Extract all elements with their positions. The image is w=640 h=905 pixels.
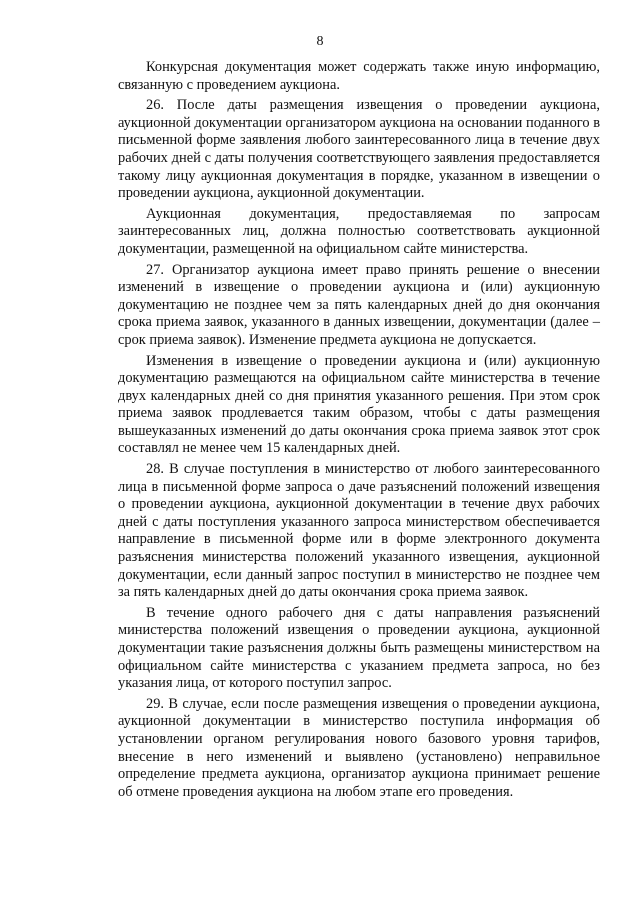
paragraph-clause-27: 27. Организатор аукциона имеет право принять решение о внесении изменений в извещение о проведении аукциона и (или) аукционную документацию не позднее чем за пять календарных дней до дня окончания срока приема заявок, указанного в данных извещении, документации (далее – срок приема заявок). Изменение предмета аукциона не допускается.: [118, 261, 600, 348]
paragraph-clause-26-detail: Аукционная документация, предоставляемая по запросам заинтересованных лиц, должна полностью соответствовать аукционной документации, размещенной на официальном сайте министерства.: [118, 205, 600, 257]
paragraph-clause-26: 26. После даты размещения извещения о проведении аукциона, аукционной документации организатором аукциона на основании поданного в письменной форме заявления любого заинтересованного лица в течение двух рабочих дней с даты получения соответствующего заявления предоставляется такому лицу аукционная документация в порядке, указанном в извещении о проведении аукциона, аукционной документации.: [118, 97, 600, 202]
paragraph-clause-27-detail: Изменения в извещение о проведении аукциона и (или) аукционную документацию размещаются на официальном сайте министерства в течение двух календарных дней со дня принятия указанного решения. При этом срок приема заявок продлевается таким образом, чтобы с даты размещения вышеуказанных изменений до даты окончания срока приема заявок этот срок составлял не менее чем 15 календарных дней.: [118, 352, 600, 457]
paragraph-clause-28: 28. В случае поступления в министерство от любого заинтересованного лица в письменной форме запроса о даче разъяснений положений извещения о проведении аукциона, аукционной документации в течение двух рабочих дней с даты поступления указанного запроса министерством обеспечивается направление в письменной форме или в форме электронного документа разъяснения министерства положений указанного извещения, аукционной документации, если данный запрос поступил в министерство не позднее чем за пять календарных дней до даты окончания срока приема заявок.: [118, 461, 600, 601]
paragraph-clause-29: 29. В случае, если после размещения извещения о проведении аукциона, аукционной документации в министерство поступила информация об установлении органом регулирования нового базового уровня тарифов, внесение в него изменений и выявлено (установлено) неправильное определение предмета аукциона, организатор аукциона принимает решение об отмене проведения аукциона на любом этапе его проведения.: [118, 695, 600, 800]
document-body: [118, 59, 600, 804]
page-number: 8: [316, 34, 324, 49]
paragraph-continuation: Конкурсная документация может содержать также иную информацию, связанную с проведением аукциона.: [118, 59, 600, 93]
paragraph-clause-28-detail: В течение одного рабочего дня с даты направления разъяснений министерства положений извещения о проведении аукциона, аукционной документации такие разъяснения должны быть размещены министерством на официальном сайте министерства с указанием предмета запроса, но без указания лица, от которого поступил запрос.: [118, 604, 600, 692]
